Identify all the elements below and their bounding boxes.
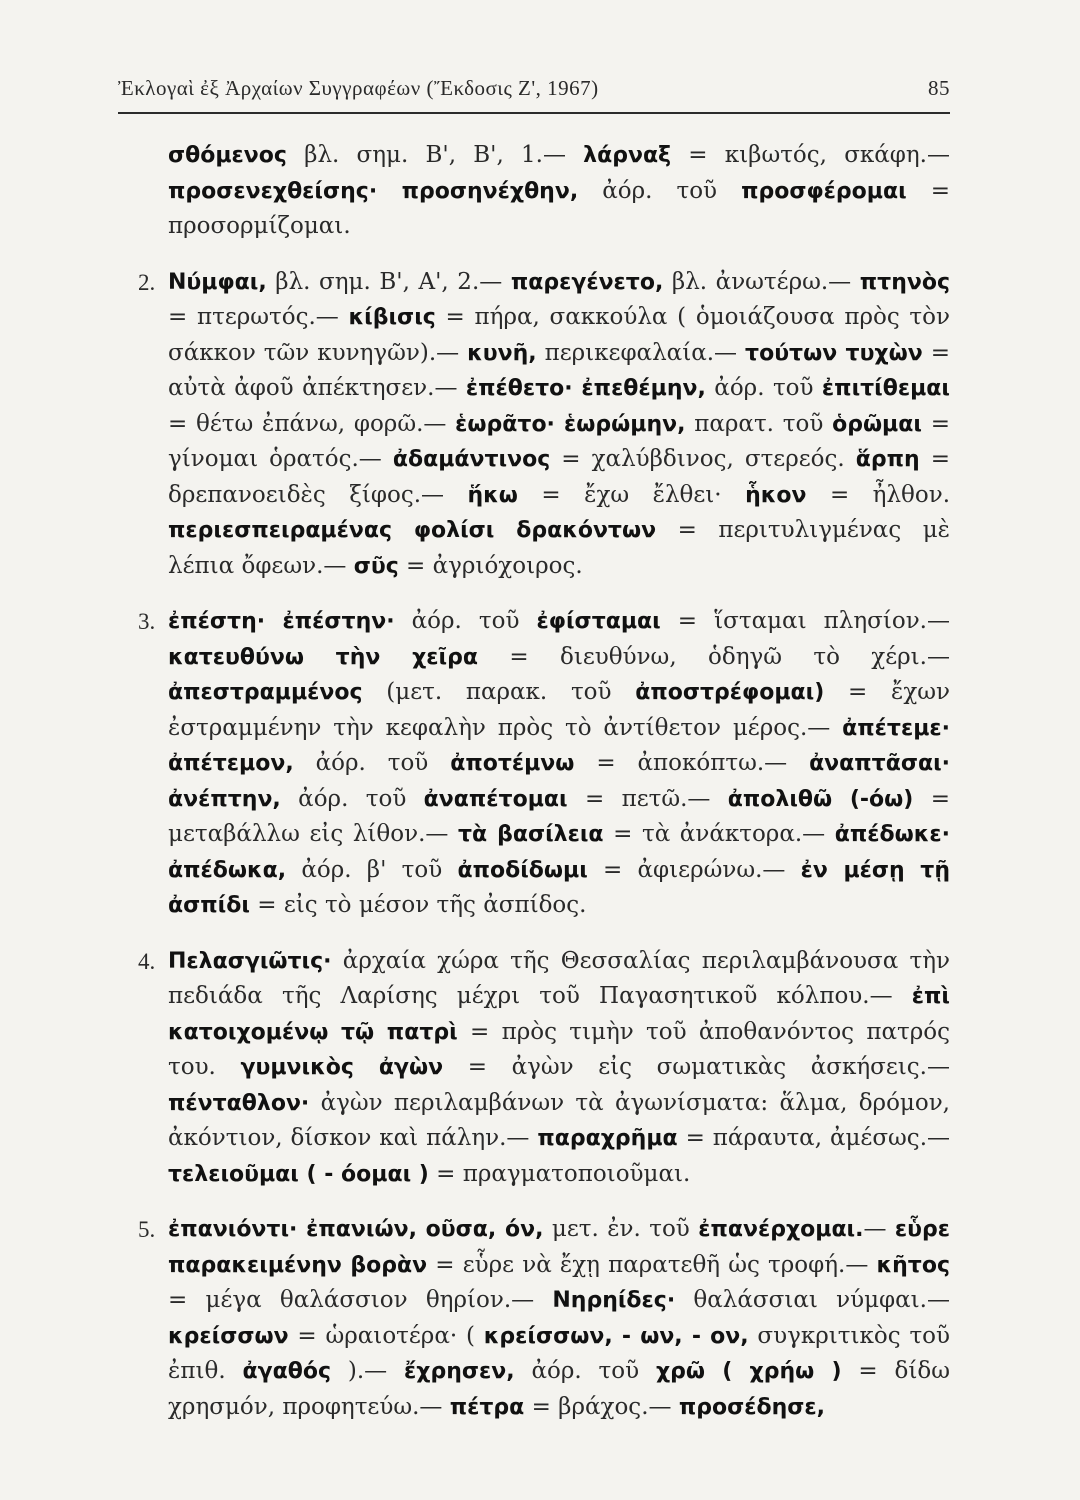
section-text: σθόμενος βλ. σημ. Β', Β', 1.— λάρναξ = κιβωτός, σκάφη.— προσενεχθείσης· προσηνέχθην, ἀόρ. τοῦ προσφέρομαι = προσορμίζομαι.	[168, 142, 950, 239]
section-text: ἐπέστη· ἐπέστην· ἀόρ. τοῦ ἐφίσταμαι = ἵσταμαι πλησίον.— κατευθύνω τὴν χεῖρα = διευθύνω, ὁδηγῶ τὸ χέρι.— ἀπεστραμμένος (μετ. παρακ. τοῦ ἀποστρέφομαι) = ἔχων ἐστραμμένην τὴν κεφαλὴν πρὸς τὸ ἀντίθετον μέρος.— ἀπέτεμε· ἀπέτεμον, ἀόρ. τοῦ ἀποτέμνω = ἀποκόπτω.— ἀναπτᾶσαι· ἀνέπτην, ἀόρ. τοῦ ἀναπέτομαι = πετῶ.— ἀπολιθῶ (-όω) = μεταβάλλω εἰς λίθον.— τὰ βασίλεια = τὰ ἀνάκτορα.— ἀπέδωκε· ἀπέδωκα, ἀόρ. β' τοῦ ἀποδίδωμι = ἀφιερώνω.— ἐν μέσῃ τῇ ἀσπίδι = εἰς τὸ μέσον τῆς ἀσπίδος.	[168, 608, 951, 918]
headword: ἐπέστη· ἐπέστην·	[168, 609, 395, 634]
section-text: ἐπανιόντι· ἐπανιών, οῦσα, όν, μετ. ἐν. τοῦ ἐπανέρχομαι.— εὗρε παρακειμένην βορὰν = εὗρε νὰ ἔχῃ παρατεθῆ ὡς τροφή.— κῆτος = μέγα θαλάσσιον θηρίον.— Νηρηίδες· θαλάσσιαι νύμφαι.— κρείσσων = ὡραιοτέρα· ( κρείσσων, - ων, - ον, συγκριτικὸς τοῦ ἐπιθ. ἀγαθός ).— ἔχρησεν, ἀόρ. τοῦ χρῶ ( χρήω ) = δίδω χρησμόν, προφητεύω.— πέτρα = βράχος.— προσέδησε,	[168, 1216, 951, 1420]
headword: ἑωρᾶτο· ἑωρώμην,	[455, 411, 686, 437]
section-number: 5.	[138, 1217, 156, 1242]
headword: ὁρῶμαι	[832, 411, 922, 437]
glossary-section	[118, 138, 950, 245]
headword: κυνῆ,	[467, 340, 537, 366]
headword: προσέδησε,	[678, 1394, 825, 1420]
glossary-body	[118, 138, 950, 1441]
headword: ἀναπέτομαι	[423, 786, 568, 812]
headword: γυμνικὸς ἀγὼν	[240, 1055, 444, 1080]
headword: πένταθλον·	[168, 1090, 310, 1116]
headword: ἀπεστραμμένος	[168, 680, 363, 705]
glossary-section	[118, 604, 950, 924]
headword: ἅρπη	[855, 447, 920, 472]
headword: ἀποστρέφομαι)	[635, 680, 825, 705]
headword: σθόμενος	[168, 143, 287, 168]
headword: κρείσσων, - ων, - ον,	[483, 1323, 749, 1349]
headword: πέτρα	[449, 1394, 525, 1420]
section-number: 2.	[138, 269, 156, 295]
headword: ἀδαμάντινος	[392, 447, 551, 472]
headword: ἐπιτίθεμαι	[821, 376, 950, 401]
headword: προσφέρομαι	[741, 178, 907, 204]
headword: πτηνὸς	[859, 269, 950, 295]
headword: ἀναπτᾶσαι· ἀνέπτην,	[168, 751, 951, 812]
glossary-section	[118, 265, 950, 585]
headword: ἀπολιθῶ (-όω)	[727, 786, 914, 812]
header-title: Ἐκλογαὶ ἐξ Ἀρχαίων Συγγραφέων (Ἔκδοσις Ζ', 1967)	[118, 76, 599, 100]
headword: εὗρε παρακειμένην βορὰν	[168, 1217, 951, 1278]
headword: Πελασγιῶτις·	[168, 948, 332, 974]
headword: ἥκω	[467, 482, 518, 508]
headword: τὰ βασίλεια	[458, 822, 604, 847]
headword: ἧκον	[745, 482, 807, 508]
glossary-section	[118, 944, 950, 1193]
headword: ἐπέθετο· ἐπεθέμην,	[465, 376, 706, 401]
headword: Νύμφαι,	[168, 269, 267, 295]
headword: προσενεχθείσης· προσηνέχθην,	[168, 178, 579, 204]
headword: ἐπανιόντι· ἐπανιών, οῦσα, όν,	[168, 1217, 544, 1242]
headword: κατευθύνω τὴν χεῖρα	[168, 644, 478, 670]
headword: κίβισις	[348, 305, 436, 330]
headword: ἀγαθός	[242, 1359, 331, 1384]
headword: σῦς	[353, 553, 399, 579]
running-header	[118, 72, 950, 108]
headword: περιεσπειραμένας φολίσι δρακόντων	[168, 518, 657, 543]
headword: ἐφίσταμαι	[536, 609, 661, 634]
headword: ἀπέδωκε· ἀπέδωκα,	[168, 822, 950, 883]
section-text: Νύμφαι, βλ. σημ. Β', Α', 2.— παρεγένετο, βλ. ἀνωτέρω.— πτηνὸς = πτερωτός.— κίβισις = πήρα, σακκούλα ( ὁμοιάζουσα πρὸς τὸν σάκκον τῶν κυνηγῶν).— κυνῆ, περικεφαλαία.— τούτων τυχὼν = αὐτὰ ἀφοῦ ἀπέκτησεν.— ἐπέθετο· ἐπεθέμην, ἀόρ. τοῦ ἐπιτίθεμαι = θέτω ἐπάνω, φορῶ.— ἑωρᾶτο· ἑωρώμην, παρατ. τοῦ ὁρῶμαι = γίνομαι ὁρατός.— ἀδαμάντινος = χαλύβδινος, στερεός. ἅρπη = δρεπανοειδὲς ξίφος.— ἥκω = ἔχω ἔλθει· ἧκον = ἦλθον. περιεσπειραμένας φολίσι δρακόντων = περιτυλιγμένας μὲ λέπια ὄφεων.— σῦς = ἀγριόχοιρος.	[168, 268, 951, 579]
headword: ἀποτέμνω	[450, 751, 575, 776]
header-rule	[118, 112, 950, 114]
section-text: Πελασγιῶτις· ἀρχαία χώρα τῆς Θεσσαλίας περιλαμβάνουσα τὴν πεδιάδα τῆς Λαρίσης μέχρι τοῦ Παγασητικοῦ κόλπου.— ἐπὶ κατοιχομένῳ τῷ πατρὶ = πρὸς τιμὴν τοῦ ἀποθανόντος πατρός του. γυμνικὸς ἀγὼν = ἀγὼν εἰς σωματικὰς ἀσκήσεις.— πένταθλον· ἀγὼν περιλαμβάνων τὰ ἀγωνίσματα: ἅλμα, δρόμον, ἀκόντιον, δίσκον καὶ πάλην.— παραχρῆμα = πάραυτα, ἀμέσως.— τελειοῦμαι ( - όομαι ) = πραγματοποιοῦμαι.	[168, 947, 950, 1187]
headword: ἐν μέσῃ τῇ ἀσπίδι	[168, 857, 950, 918]
headword: ἐπανέρχομαι.	[698, 1217, 864, 1242]
headword: χρῶ ( χρήω )	[655, 1359, 842, 1384]
headword: τελειοῦμαι ( - όομαι )	[168, 1161, 429, 1187]
headword: Νηρηίδες·	[552, 1288, 676, 1313]
headword: παραχρῆμα	[537, 1126, 678, 1151]
section-number: 4.	[138, 948, 156, 974]
headword: ἀποδίδωμι	[457, 857, 588, 883]
page-number: 85	[928, 76, 950, 100]
headword: ἀπέτεμε· ἀπέτεμον,	[168, 715, 950, 776]
headword: κρείσσων	[168, 1323, 289, 1349]
headword: ἔχρησεν,	[404, 1359, 515, 1384]
headword: τούτων τυχὼν	[745, 340, 923, 366]
headword: λάρναξ	[583, 143, 672, 168]
glossary-section	[118, 1212, 950, 1425]
headword: ἐπὶ κατοιχομένῳ τῷ πατρὶ	[168, 984, 950, 1045]
headword: παρεγένετο,	[510, 269, 664, 295]
headword: κῆτος	[876, 1252, 951, 1278]
section-number: 3.	[138, 609, 156, 634]
